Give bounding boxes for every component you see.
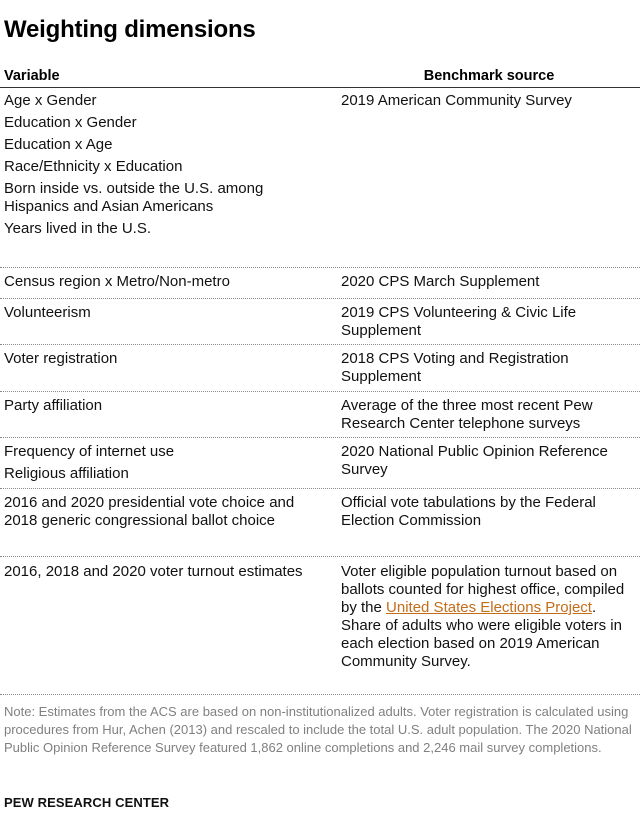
table-row	[0, 489, 640, 557]
variable-item: Party affiliation	[4, 397, 103, 414]
variable-cell	[4, 304, 322, 326]
column-header-benchmark-source: Benchmark source	[423, 68, 555, 84]
benchmark-cell: 2020 National Public Opinion Reference Survey	[341, 443, 608, 478]
benchmark-cell: 2019 CPS Volunteering & Civic Life Supplement	[341, 304, 577, 339]
variable-item: 2016, 2018 and 2020 voter turnout estimates	[4, 563, 303, 580]
variable-cell	[4, 563, 322, 585]
variable-cell	[4, 443, 322, 487]
column-header-variable: Variable	[4, 68, 60, 84]
variable-item: Religious affiliation	[4, 465, 129, 482]
variable-item: Voter registration	[4, 350, 118, 367]
table-row	[0, 268, 640, 299]
table-row	[0, 299, 640, 345]
source-credit: PEW RESEARCH CENTER	[4, 795, 170, 810]
benchmark-cell: 2018 CPS Voting and Registration Supplement	[341, 350, 569, 385]
variable-item: Born inside vs. outside the U.S. among Hispanics and Asian Americans	[4, 180, 264, 215]
benchmark-text: Voter eligible population turnout based on ballots counted for highest office, compiled by the	[341, 563, 625, 616]
variable-cell	[4, 397, 322, 419]
variable-item: Age x Gender	[4, 92, 97, 109]
benchmark-cell: Average of the three most recent Pew Research Center telephone surveys	[341, 397, 593, 432]
variable-item: Volunteerism	[4, 304, 91, 321]
variable-item: Race/Ethnicity x Education	[4, 158, 183, 175]
benchmark-text: . Share of adults who were eligible voters in each election based on 2019 American Community Survey.	[341, 599, 622, 670]
variable-item: Education x Gender	[4, 114, 137, 131]
variable-item: Years lived in the U.S.	[4, 220, 152, 237]
table-row	[0, 557, 640, 695]
variable-item: Census region x Metro/Non-metro	[4, 273, 230, 290]
weighting-table	[0, 88, 640, 695]
table-row	[0, 392, 640, 438]
variable-item: 2016 and 2020 presidential vote choice and 2018 generic congressional ballot choice	[4, 494, 295, 529]
united-states-elections-project-link[interactable]: United States Elections Project	[386, 599, 592, 616]
table-row	[0, 345, 640, 392]
page-title: Weighting dimensions	[4, 16, 256, 43]
benchmark-cell	[341, 563, 637, 671]
variable-cell	[4, 350, 322, 372]
benchmark-cell: 2020 CPS March Supplement	[341, 273, 540, 290]
footnote: Note: Estimates from the ACS are based on non-institutionalized adults. Voter registration is calculated using procedures from Hur, Achen (2013) and rescaled to include the total U.S. adult population. The 2020 National Public Opinion Reference Survey featured 1,862 online completions and 2,246 mail survey completions.	[4, 704, 632, 755]
variable-cell	[4, 273, 322, 295]
variable-item: Education x Age	[4, 136, 113, 153]
benchmark-cell: 2019 American Community Survey	[341, 92, 572, 109]
table-row	[0, 88, 640, 268]
variable-cell	[4, 494, 322, 534]
variable-cell	[4, 92, 322, 242]
benchmark-cell: Official vote tabulations by the Federal Election Commission	[341, 494, 596, 529]
table-row	[0, 438, 640, 489]
variable-item: Frequency of internet use	[4, 443, 175, 460]
